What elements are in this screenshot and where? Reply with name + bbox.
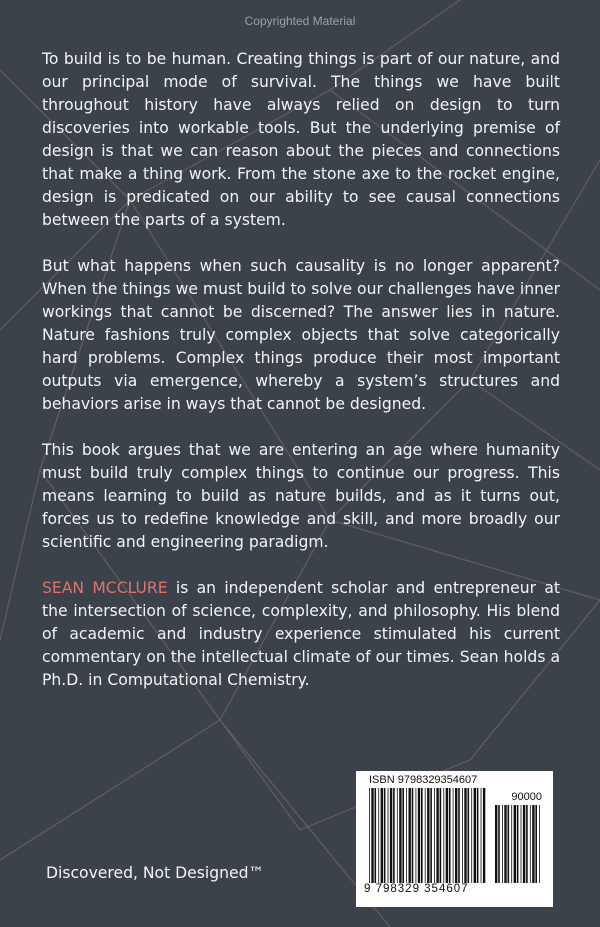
isbn-label: ISBN 9798329354607 — [369, 774, 478, 786]
barcode-digits: 9 798329 354607 — [364, 883, 469, 895]
copyright-watermark: Copyrighted Material — [244, 14, 356, 28]
blurb-paragraph-1: To build is to be human. Creating things is part of our nature, and our principal mode of survival. The things we have built throughout history have always relied on design to turn discoveries into workable tools. But the underlying premise of design is that we can reason about the pieces and connections that make a thing work. From the stone axe to the rocket engine, design is predicated on our ability to see causal connections between the parts of a system. — [42, 50, 560, 229]
series-title: Discovered, Not Designed™ — [46, 864, 265, 882]
back-cover-blurb — [42, 48, 560, 715]
author-bio-text: is an independent scholar and entrepreneur at the intersection of science, complexity, and philosophy. His blend of academic and industry experience stimulated his current commentary on the intellectual climate of our times. Sean holds a Ph.D. in Computational Chemistry. — [42, 579, 560, 689]
author-bio — [42, 577, 560, 692]
blurb-paragraph-3: This book argues that we are entering an age where humanity must build truly complex things to continue our progress. This means learning to build as nature builds, and as it turns out, forces us to redefine knowledge and skill, and more broadly our scientific and engineering paradigm. — [42, 441, 560, 551]
ean-barcode-bars — [369, 788, 487, 883]
author-name: SEAN MCCLURE — [42, 579, 168, 597]
blurb-paragraph-2: But what happens when such causality is no longer apparent? When the things we must build to solve our challenges have inner workings that cannot be discerned? The answer lies in nature. Nature fashions truly complex objects that solve categorically hard problems. Complex things produce their most important outputs via emergence, whereby a system’s structures and behaviors arise in ways that cannot be designed. — [42, 257, 560, 413]
price-code: 90000 — [511, 791, 542, 803]
price-barcode-bars — [495, 805, 541, 883]
isbn-barcode — [356, 771, 553, 907]
